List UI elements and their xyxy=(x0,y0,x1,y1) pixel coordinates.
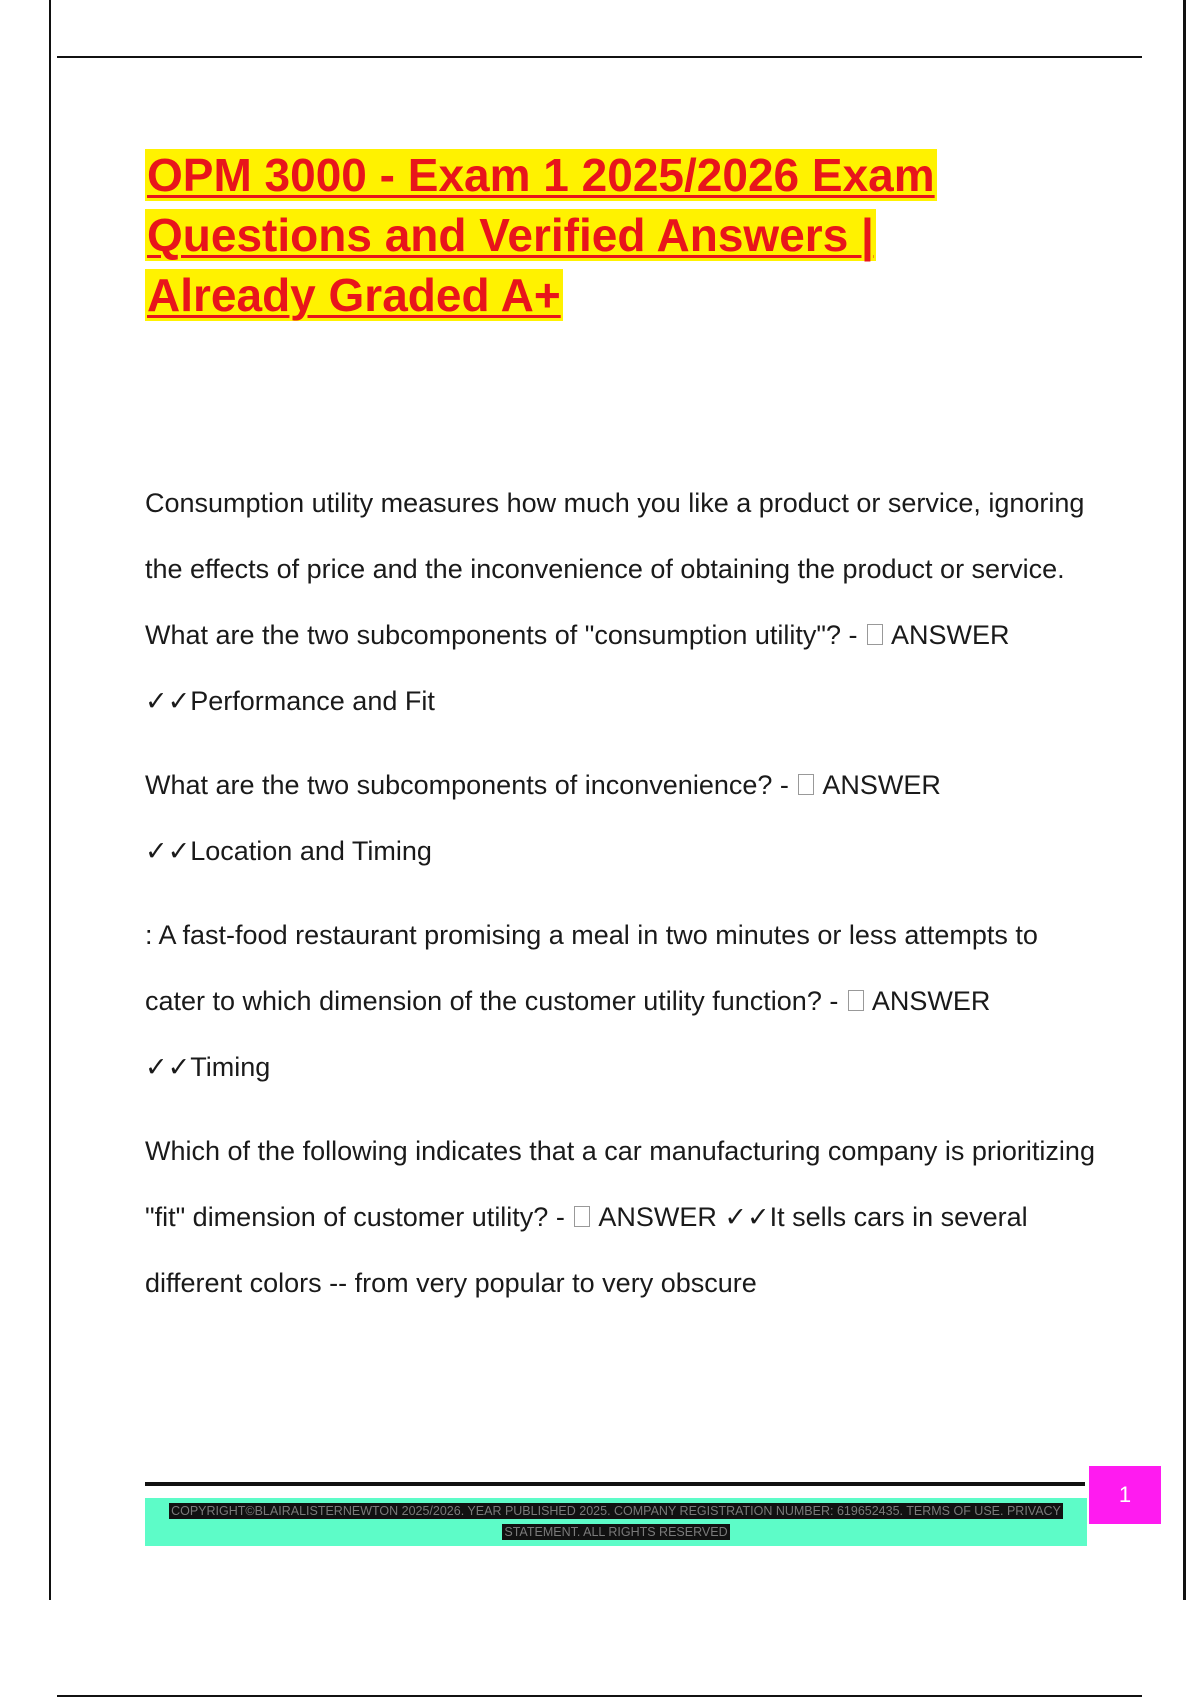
answer-text: ANSWER ✓✓Performance and Fit xyxy=(145,620,1010,716)
answer-text: ANSWER ✓✓Timing xyxy=(145,986,991,1082)
qa-list xyxy=(145,470,1095,1334)
question-text: : A fast-food restaurant promising a meal in two minutes or less attempts to cater to which dimension of the customer utility function? - xyxy=(145,920,1038,1016)
answer-text: ANSWER ✓✓Location and Timing xyxy=(145,770,941,866)
qa-item-2 xyxy=(145,752,1095,884)
checkbox-glyph-icon xyxy=(867,624,883,645)
page-border-left xyxy=(49,0,51,1600)
page-border-right xyxy=(1183,0,1186,1600)
question-text: What are the two subcomponents of inconvenience? - xyxy=(145,770,797,800)
question-text: Which of the following indicates that a car manufacturing company is prioritizing "fit" dimension of customer utility? - xyxy=(145,1136,1095,1232)
question-text: Consumption utility measures how much you like a product or service, ignoring the effects of price and the inconvenience of obtaining the product or service. What are the two subcomponents of "consumption utility"? - xyxy=(145,488,1085,650)
footer-copyright-band xyxy=(145,1498,1087,1546)
document-title xyxy=(145,145,1025,325)
checkbox-glyph-icon xyxy=(574,1206,590,1227)
page-number-badge: 1 xyxy=(1089,1466,1161,1524)
document-title-text: OPM 3000 - Exam 1 2025/2026 Exam Questions and Verified Answers | Already Graded A+ xyxy=(147,149,935,321)
answer-text: ANSWER ✓✓It sells cars in several different colors -- from very popular to very obscure xyxy=(145,1202,1028,1298)
qa-item-1 xyxy=(145,470,1095,734)
footer-rule xyxy=(145,1482,1085,1486)
checkbox-glyph-icon xyxy=(848,990,864,1011)
header-rule xyxy=(57,56,1142,58)
footer-copyright-text: COPYRIGHT©BLAIRALISTERNEWTON 2025/2026. YEAR PUBLISHED 2025. COMPANY REGISTRATION NUMBER: 619652435. TERMS OF USE. PRIVACY STATEMENT. ALL RIGHTS RESERVED xyxy=(171,1504,1061,1539)
next-page-rule xyxy=(57,1695,1142,1697)
qa-item-4 xyxy=(145,1118,1095,1316)
qa-item-3 xyxy=(145,902,1095,1100)
checkbox-glyph-icon xyxy=(798,774,814,795)
